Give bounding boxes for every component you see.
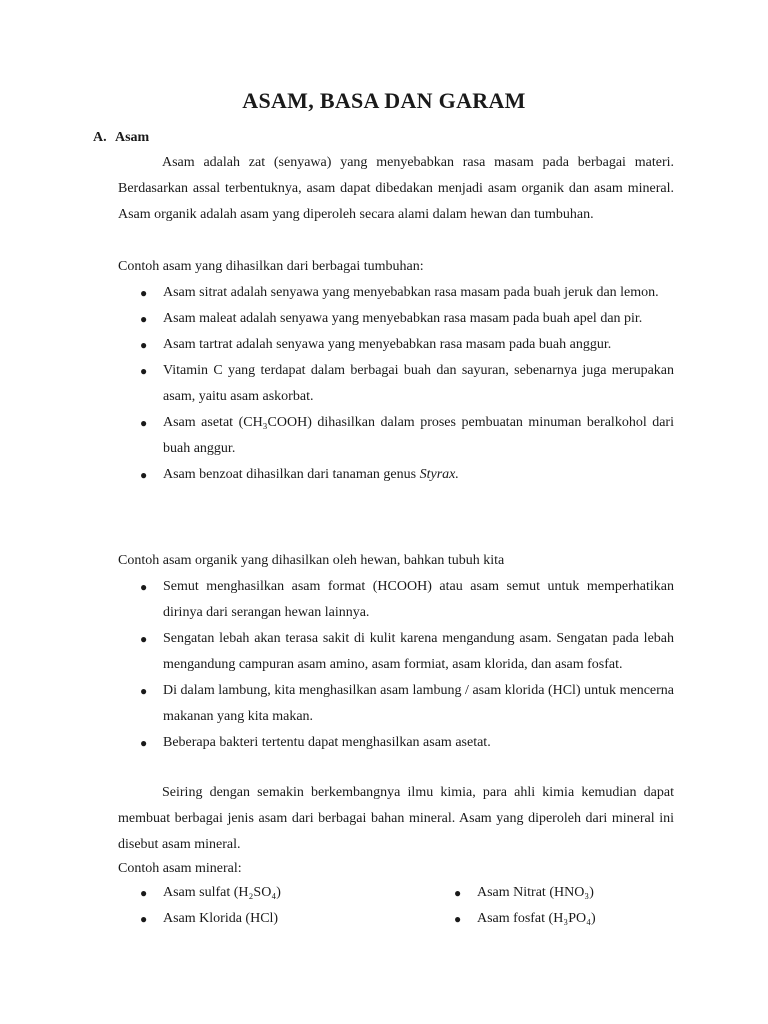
intro-paragraph: Asam adalah zat (senyawa) yang menyebabkan rasa masam pada berbagai materi. Berdasarkan assal terbentuknya, asam dapat dibedakan menjadi asam organik dan asam mineral. Asam organik adalah asam yang diperoleh secara alami dalam hewan dan tumbuhan. — [118, 155, 674, 222]
list-item: ● Asam fosfat (H₃PO₄) — [432, 906, 596, 932]
list-item: ● Asam benzoat dihasilkan dari tanaman genus Styrax. — [118, 462, 674, 488]
list-item: ● Asam sulfat (H₂SO₄) — [118, 880, 281, 906]
list-item: ● Di dalam lambung, kita menghasilkan asam lambung / asam klorida (HCl) untuk mencerna makanan yang kita makan. — [118, 678, 674, 730]
plant-acid-list — [118, 280, 674, 488]
list-item: ● Asam sitrat adalah senyawa yang menyebabkan rasa masam pada buah jeruk dan lemon. — [118, 280, 674, 306]
animal-acid-list — [118, 574, 674, 756]
list-item: ● Asam Klorida (HCl) — [118, 906, 281, 932]
bullet-icon: ● — [454, 912, 462, 926]
bullet-icon: ● — [140, 364, 148, 378]
bullet-icon: ● — [140, 632, 148, 646]
bullet-icon: ● — [140, 286, 148, 300]
bullet-icon: ● — [140, 912, 148, 926]
mineral-list-right — [432, 880, 596, 932]
animal-list-lead: Contoh asam organik yang dihasilkan oleh hewan, bahkan tubuh kita — [118, 553, 505, 568]
list-item: ● Beberapa bakteri tertentu dapat menghasilkan asam asetat. — [118, 730, 674, 756]
list-item: ● Semut menghasilkan asam format (HCOOH) atau asam semut untuk memperhatikan dirinya dari serangan hewan lainnya. — [118, 574, 674, 626]
section-letter: A. — [93, 130, 107, 145]
bullet-icon: ● — [140, 580, 148, 594]
bullet-icon: ● — [140, 416, 148, 430]
bullet-icon: ● — [454, 886, 462, 900]
list-item: ● Sengatan lebah akan terasa sakit di kulit karena mengandung asam. Sengatan pada lebah mengandung campuran asam amino, asam formiat, asam klorida, dan asam fosfat. — [118, 626, 674, 678]
bullet-icon: ● — [140, 338, 148, 352]
bullet-icon: ● — [140, 886, 148, 900]
list-item: ● Asam tartrat adalah senyawa yang menyebabkan rasa masam pada buah anggur. — [118, 332, 674, 358]
bullet-icon: ● — [140, 684, 148, 698]
mineral-list-lead: Contoh asam mineral: — [118, 861, 242, 876]
mineral-list-left — [118, 880, 281, 932]
list-item: ● Asam asetat (CH₃COOH) dihasilkan dalam proses pembuatan minuman beralkohol dari buah anggur. — [118, 410, 674, 462]
plant-list-lead: Contoh asam yang dihasilkan dari berbagai tumbuhan: — [118, 259, 424, 274]
list-item: ● Asam maleat adalah senyawa yang menyebabkan rasa masam pada buah apel dan pir. — [118, 306, 674, 332]
section-label: Asam — [115, 130, 150, 145]
section-heading — [93, 130, 149, 146]
bullet-icon: ● — [140, 736, 148, 750]
document-title: ASAM, BASA DAN GARAM — [242, 88, 526, 113]
bullet-icon: ● — [140, 312, 148, 326]
list-item: ● Asam Nitrat (HNO₃) — [432, 880, 596, 906]
list-item: ● Vitamin C yang terdapat dalam berbagai buah dan sayuran, sebenarnya juga merupakan asam, yaitu asam askorbat. — [118, 358, 674, 410]
mineral-paragraph: Seiring dengan semakin berkembangnya ilmu kimia, para ahli kimia kemudian dapat membuat berbagai jenis asam dari berbagai bahan mineral. Asam yang diperoleh dari mineral ini disebut asam mineral. — [118, 785, 674, 852]
bullet-icon: ● — [140, 468, 148, 482]
genus-name: Styrax. — [419, 467, 459, 482]
